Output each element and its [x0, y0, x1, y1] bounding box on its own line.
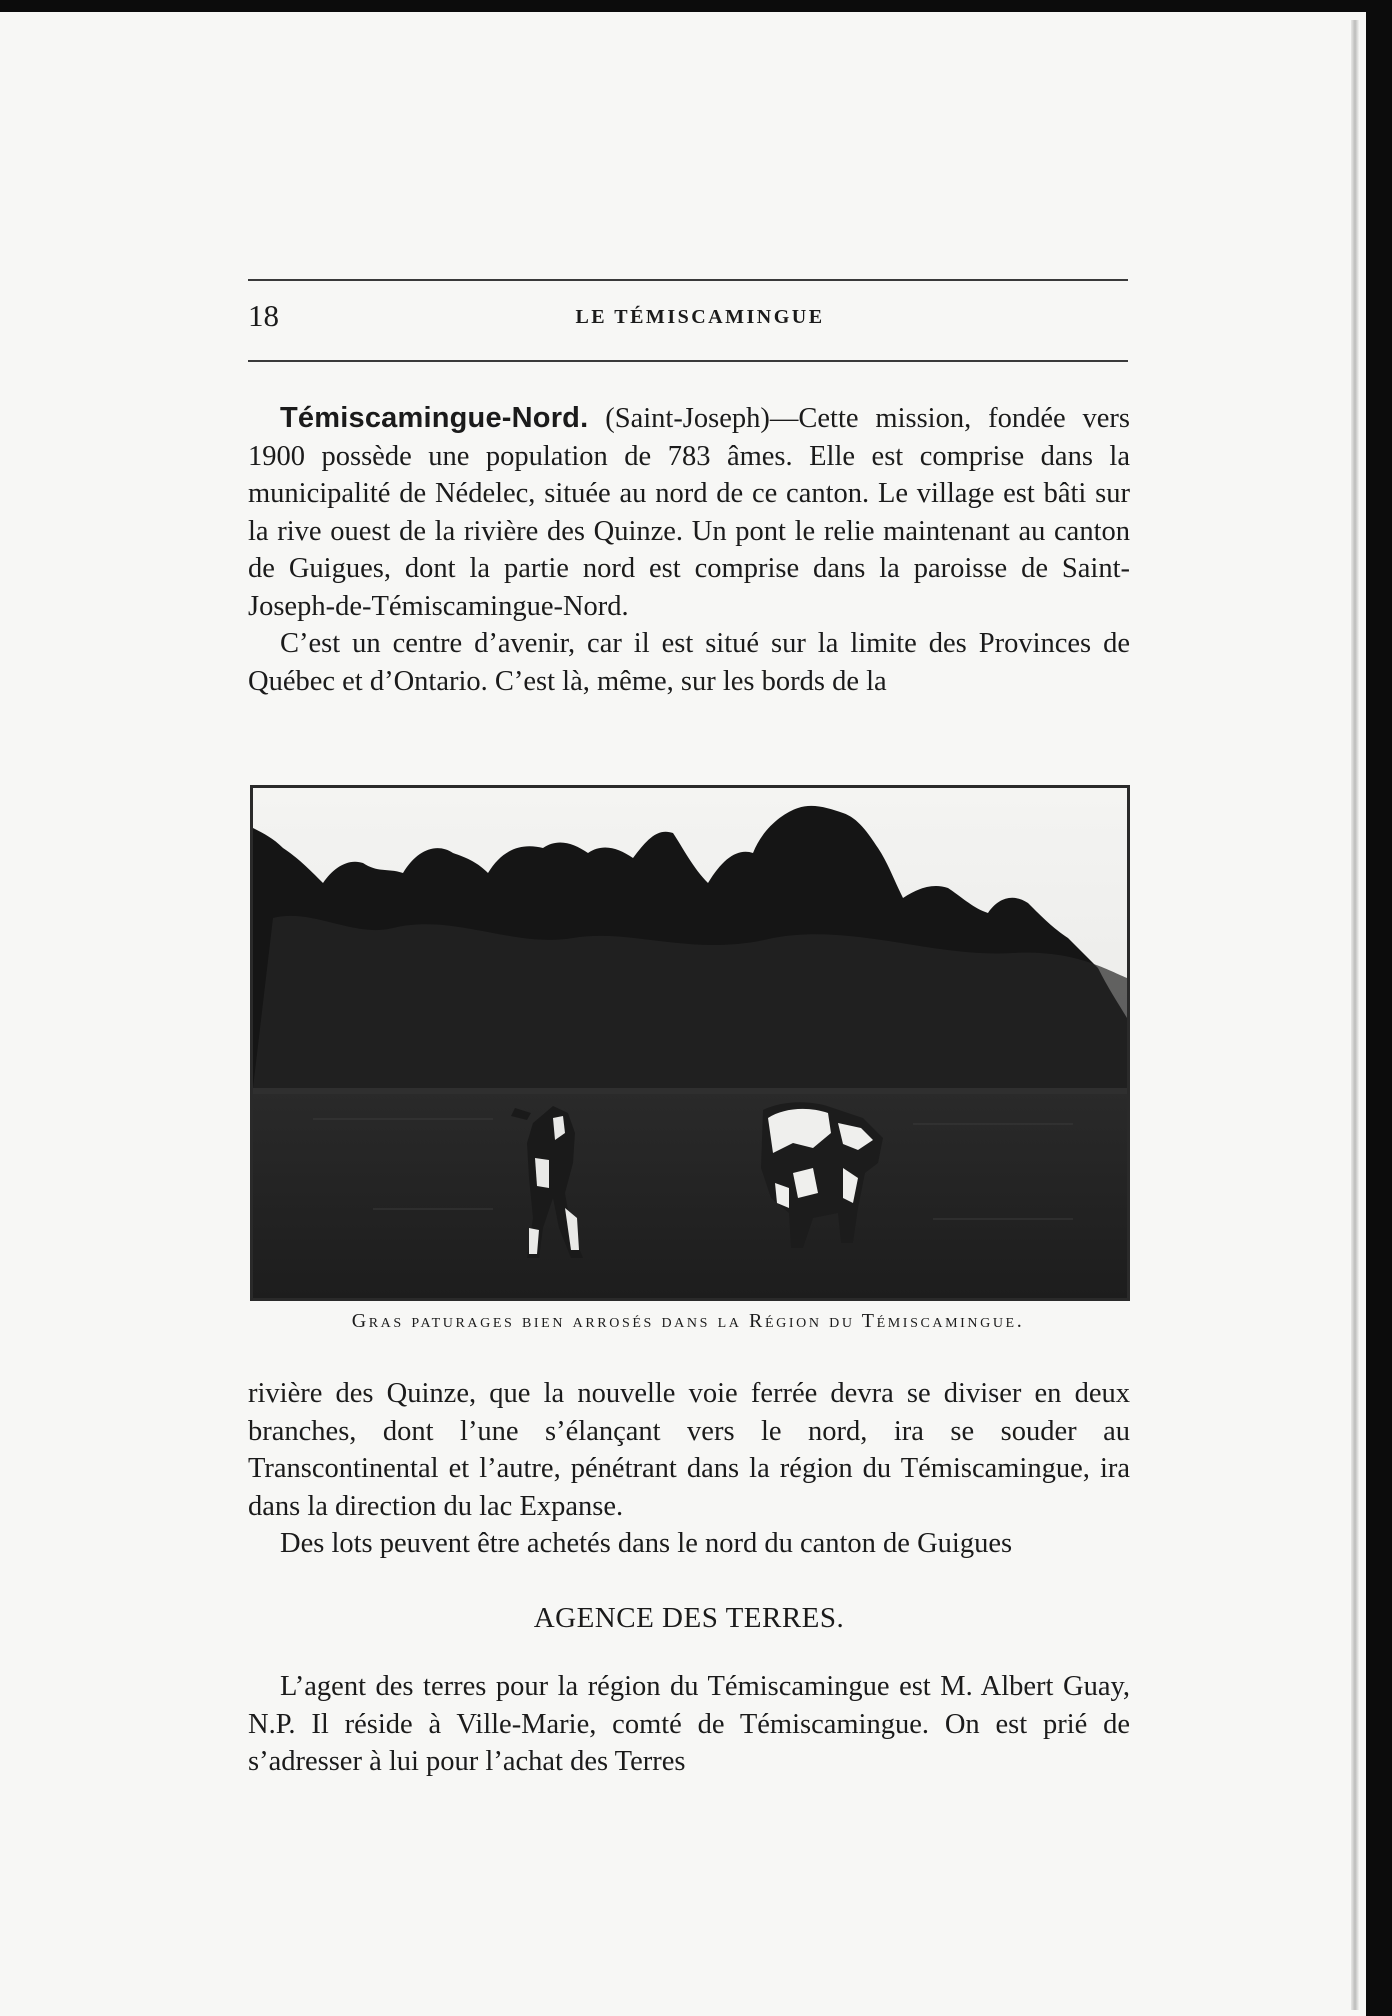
pasture-photo-illustration — [253, 788, 1127, 1298]
header-rule-bottom — [248, 360, 1128, 362]
section-temiscamingue-nord — [248, 400, 1130, 700]
paragraph-lead: Témiscamingue-Nord. — [280, 402, 589, 434]
paragraph-lots: Des lots peuvent être achetés dans le nord du canton de Guigues — [280, 1528, 1013, 1559]
page-number: 18 — [248, 298, 279, 333]
photograph-pasture — [250, 785, 1130, 1301]
paragraph-agent: L’agent des terres pour la région du Témiscamingue est M. Albert Guay, N.P. Il réside à Ville-Marie, comté de Témiscamingue. On est prié de s’adresser à lui pour l’achat des Terres — [248, 1671, 1130, 1777]
paragraph-avenir: C’est un centre d’avenir, car il est situé sur la limite des Provinces de Québec et d’Ontario. C’est là, même, sur les bords de la — [248, 628, 1130, 697]
figure-caption: Gras paturages bien arrosés dans la Région du Témiscamingue. — [351, 1310, 1025, 1332]
header-rule-top — [248, 279, 1128, 281]
running-title: LE TÉMISCAMINGUE — [575, 306, 825, 328]
page-edge-shadow — [1351, 20, 1359, 2010]
section-heading-agence: AGENCE DES TERRES. — [533, 1602, 845, 1634]
paragraph-body: (Saint-Joseph)—Cette mission, fondée vers 1900 possède une population de 783 âmes. Elle est comprise dans la municipalité de Nédelec, située au nord de ce canton. Le village est bâti sur la rive ouest de la rivière des Quinze. Un pont le relie maintenant au canton de Guigues, dont la partie nord est comprise dans la paroisse de Saint-Joseph-de-Témiscamingue-Nord. — [248, 403, 1130, 622]
paragraph-riviere: rivière des Quinze, que la nouvelle voie ferrée devra se diviser en deux branches, dont l’une s’élançant vers le nord, ira se souder au Transcontinental et l’autre, pénétrant dans la région du Témiscamingue, ira dans la direction du lac Expanse. — [248, 1378, 1130, 1522]
paragraph-mission — [248, 400, 1130, 625]
section-temiscamingue-nord-continued — [248, 1375, 1130, 1563]
section-agence-des-terres — [248, 1668, 1130, 1781]
